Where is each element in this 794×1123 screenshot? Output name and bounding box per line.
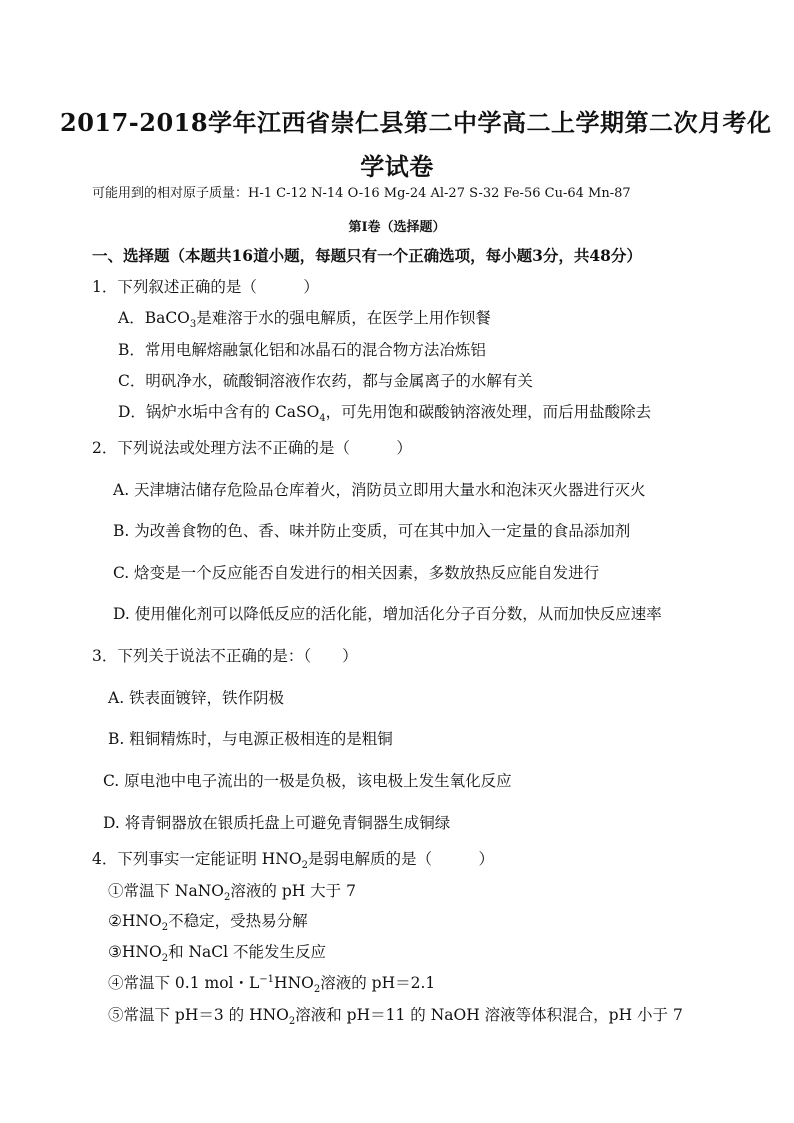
atomic-mass-note: 可能用到的相对原子质量：H-1 C-12 N-14 O-16 Mg-24 Al-27 S-32 Fe-56 Cu-64 Mn-87 [92,186,631,201]
question-1-option-c: C．明矾净水，硫酸铜溶液作农药，都与金属离子的水解有关 [118,372,533,390]
subscript: 2 [313,984,321,996]
exam-title-line2: 学试卷 [360,152,434,181]
subscript: 2 [288,1016,296,1028]
question-3-option-b: B. 粗铜精炼时，与电源正极相连的是粗铜 [108,730,393,748]
subscript: 2 [301,860,308,872]
exam-title-line1: 2017-2018学年江西省崇仁县第二中学高二上学期第二次月考化 [60,108,772,137]
statement-text: 不稳定，受热易分解 [168,912,308,930]
statement-text: ①常温下 NaNO [108,882,225,900]
statement-text: ③HNO [108,943,162,961]
question-2-stem: 2．下列说法或处理方法不正确的是（ ） [92,439,412,457]
subscript: 4 [319,413,326,425]
subscript: 2 [224,892,231,904]
question-4-statement-2 [108,911,308,934]
question-2-option-b: B. 为改善食物的色、香、味并防止变质，可在其中加入一定量的食品添加剂 [113,522,631,540]
question-2-option-d: D. 使用催化剂可以降低反应的活化能，增加活化分子百分数，从而加快反应速率 [113,605,662,623]
subscript: 2 [161,953,169,965]
statement-text: HNO [274,974,314,992]
superscript: −1 [259,973,275,985]
question-1-option-a [118,308,491,331]
stem-text: 4．下列事实一定能证明 HNO [92,850,302,868]
statement-text: ②HNO [108,912,162,930]
statement-text: 溶液的 pH 大于 7 [230,882,356,900]
question-2-option-a: A. 天津塘沽储存危险品仓库着火，消防员立即用大量水和泡沫灭火器进行灭火 [113,481,646,499]
question-4-statement-4 [108,973,436,996]
question-3-option-c: C. 原电池中电子流出的一极是负极，该电极上发生氧化反应 [103,772,512,790]
statement-text: 和 NaCl 不能发生反应 [168,943,327,961]
subscript: 3 [189,319,197,331]
part-title: 第I卷（选择题） [348,220,446,235]
question-3-option-d: D. 将青铜器放在银质托盘上可避免青铜器生成铜绿 [103,814,451,832]
question-2-option-c: C. 焓变是一个反应能否自发进行的相关因素，多数放热反应能自发进行 [113,564,600,582]
statement-text: 溶液和 pH＝11 的 NaOH 溶液等体积混合，pH 小于 7 [295,1006,683,1024]
statement-text: ⑤常温下 pH＝3 的 HNO [108,1006,289,1024]
question-3-option-a: A. 铁表面镀锌，铁作阴极 [108,689,285,707]
question-4-statement-1 [108,881,356,904]
question-3-stem: 3．下列关于说法不正确的是：（ ） [92,647,358,665]
question-4-statement-3 [108,942,327,965]
subscript: 2 [161,922,169,934]
question-1-option-d [118,402,652,425]
statement-text: 溶液的 pH＝2.1 [320,974,436,992]
option-text: A．BaCO [118,309,190,327]
statement-text: ④常温下 0.1 mol・L [108,974,260,992]
option-text: 是难溶于水的强电解质，在医学上用作钡餐 [196,309,491,327]
stem-text: 是弱电解质的是（ ） [307,850,494,868]
question-4-statement-5 [108,1005,683,1028]
question-1-stem: 1．下列叙述正确的是（ ） [92,278,319,296]
question-1-option-b: B．常用电解熔融氯化铝和冰晶石的混合物方法冶炼铝 [118,341,486,359]
option-text: ，可先用饱和碳酸钠溶液处理，而后用盐酸除去 [325,403,652,421]
option-text: D．锅炉水垢中含有的 CaSO [118,403,320,421]
question-4-stem [92,849,494,872]
section-title: 一、选择题（本题共16道小题，每题只有一个正确选项，每小题3分，共48分） [92,246,642,265]
